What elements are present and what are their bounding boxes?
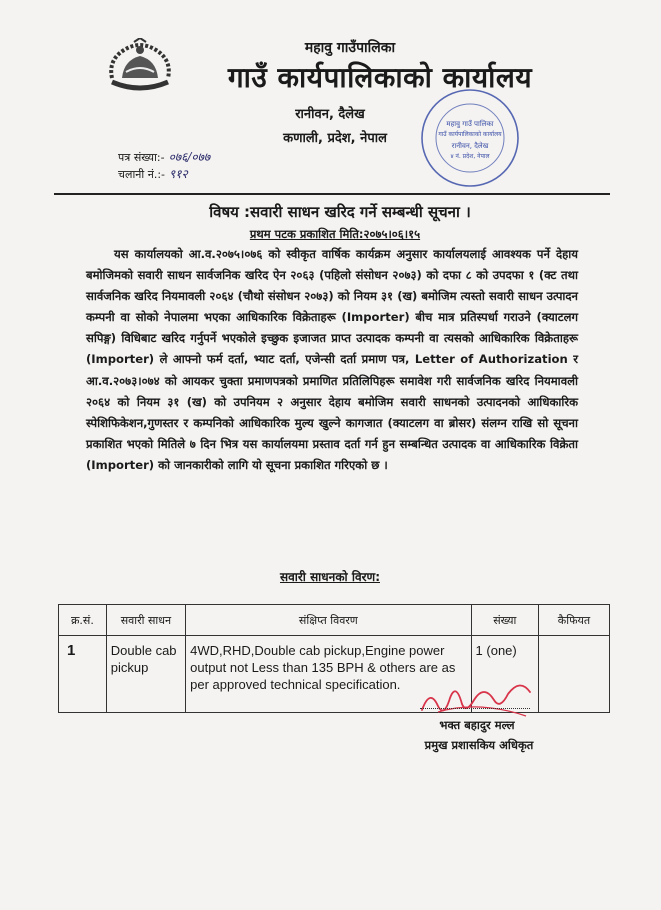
- ref-number-value: ०७६/०७७: [168, 150, 211, 164]
- office-name: गाउँ कार्यपालिकाको कार्यालय: [227, 61, 533, 94]
- cell-vehicle: Double cab pickup: [106, 636, 185, 713]
- municipality-name: महावु गाउँपालिका: [304, 40, 396, 56]
- signatory-title: प्रमुख प्रशासकिय अधिकृत: [424, 738, 534, 752]
- signatory-name: भक्त बहादुर मल्ल: [439, 718, 515, 732]
- stamp-line-3: रानीवन, दैलेख: [451, 142, 489, 150]
- office-stamp: [414, 82, 526, 194]
- notice-subject: विषय :सवारी साधन खरिद गर्ने सम्बन्धी सूचना ।: [209, 203, 471, 221]
- col-quantity: संख्या: [471, 605, 538, 636]
- ref-number-label: पत्र संख्या:-: [118, 151, 165, 164]
- header-divider: [54, 193, 610, 195]
- stamp-line-2: गाउँ कार्यपालिकाको कार्यालय: [438, 131, 502, 138]
- dispatch-number: [118, 165, 188, 182]
- col-vehicle: सवारी साधन: [106, 605, 185, 636]
- stamp-line-1: महावु गाउँ पालिका: [446, 120, 494, 128]
- col-description: संक्षिप्त विवरण: [186, 605, 471, 636]
- col-remarks: कैफियत: [538, 605, 609, 636]
- dispatch-number-value: ९१२: [169, 167, 188, 181]
- published-date: प्रथम पटक प्रकाशित मिति:२०७५।०६।१५: [249, 227, 421, 241]
- cell-serial: 1: [59, 636, 107, 713]
- nepal-emblem-icon: [104, 38, 176, 98]
- dispatch-number-label: चलानी नं.:-: [118, 168, 166, 181]
- address-line-2: कणाली, प्रदेश, नेपाल: [283, 131, 387, 146]
- notice-body: यस कार्यालयको आ.व.२०७५।०७६ को स्वीकृत वार्षिक कार्यक्रम अनुसार कार्यालयलाई आवश्यक पर्ने देहाय बमोजिमको सवारी साधन सार्वजनिक खरिद ऐन २०६३ (पहिलो संसोधन २०७३) को दफा ८ को उपदफा १ (क्ट तथा सार्वजनिक खरिद नियमावली २०६४ (चौथो संसोधन २०७३) को नियम ३१ (ख) बमोजिम त्यस्तो सवारी साधन उत्पादन कम्पनी वा सोको नेपालमा भएका आधिकारिक विक्रेताहरू (Importer) बीच मात्र प्रतिस्पर्धा गराउने (क्याटलग सपिङ्ग) विधिबाट खरिद गर्नुपर्ने भएकोले इच्छुक इजाजत प्राप्त उत्पादक कम्पनी वा त्यसको आधिकारिक विक्रेताहरू (Importer) ले आफ्नो फर्म दर्ता, भ्याट दर्ता, एजेन्सी दर्ता प्रमाण पत्र, Letter of Authorization र आ.व.२०७३।०७४ को आयकर चुक्ता प्रमाणपत्रको प्रमाणित प्रतिलिपिहरू समावेश गरी सार्वजनिक खरिद नियमावली २०६४ को नियम ३१ (ख) को उपनियम २ अनुसार देहाय बमोजिम सवारी साधनको उत्पादनको आधिकारिक स्पेशिफिकेशन,गुणस्तर र कम्पनिको आधिकारिक मुल्य खुल्ने कागजात (क्याटलग वा ब्रोसर) संलग्न राखि सो सूचना प्रकाशित भएको मितिले ७ दिन भित्र यस कार्यालयमा प्रस्ताव दर्ता गर्न हुन सम्बन्धित उत्पादक वा आधिकारिक विक्रेता (Importer) को जानकारीको लागि यो सूचना प्रकाशित गरिएको छ ।: [86, 247, 578, 472]
- cell-description: 4WD,RHD,Double cab pickup,Engine power output not Less than 135 BPH & others are as per approved technical specification.: [186, 636, 471, 713]
- stamp-line-4: ४ नं. प्रदेश, नेपाल: [450, 153, 490, 160]
- vehicle-details-title: सवारी साधनको विरण:: [279, 570, 380, 584]
- cell-quantity: 1 (one): [471, 636, 538, 713]
- col-serial: क्र.सं.: [59, 605, 107, 636]
- address-line-1: रानीवन, दैलेख: [295, 107, 365, 122]
- ref-number: [118, 148, 210, 165]
- table-header-row: [59, 605, 610, 636]
- signature-line: [420, 708, 530, 709]
